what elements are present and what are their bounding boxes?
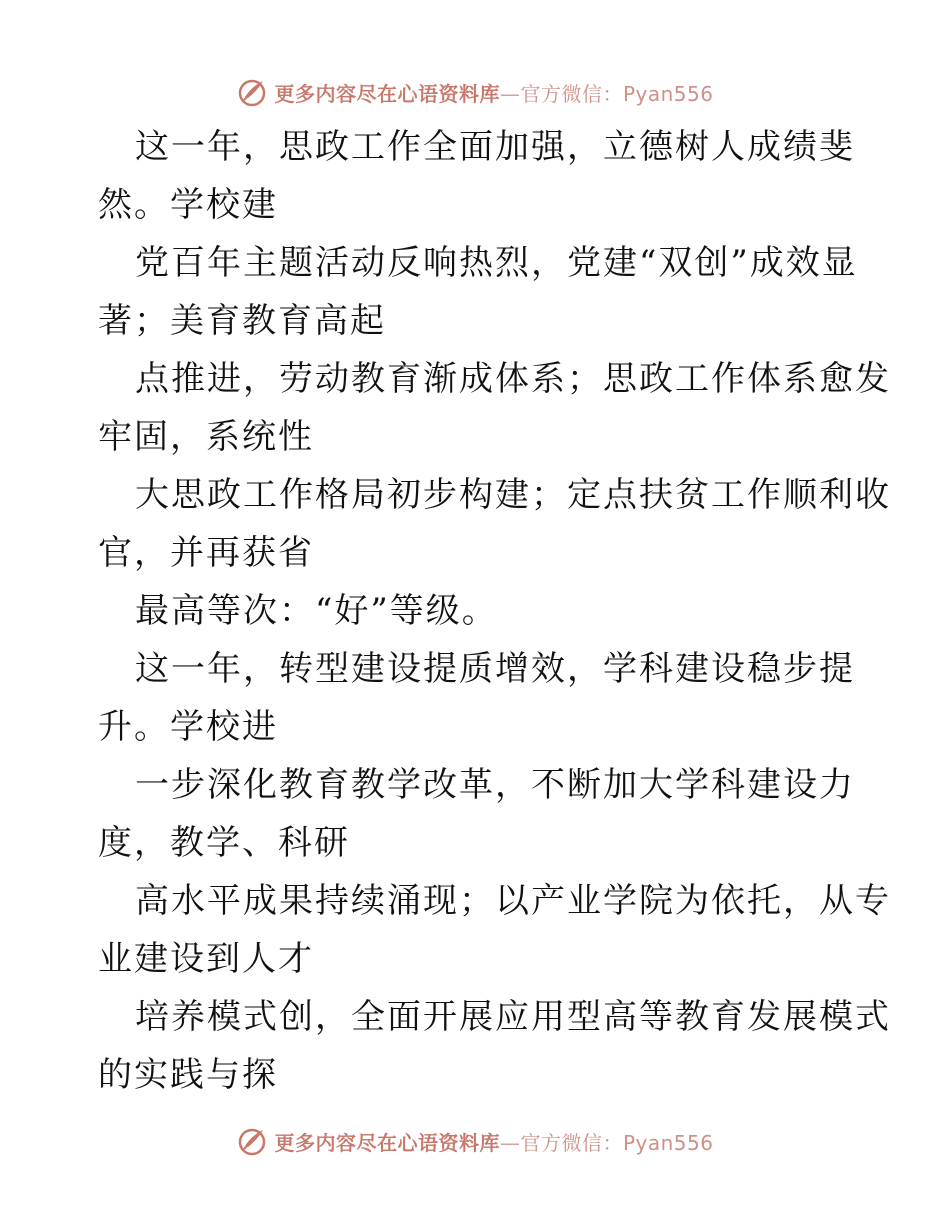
body-line: 这一年，思政工作全面加强，立德树人成绩斐: [135, 127, 855, 167]
watermark-text: [274, 1127, 713, 1156]
watermark-separator: —: [499, 1130, 521, 1155]
watermark-header: [0, 72, 950, 112]
watermark-text: [274, 78, 713, 107]
quill-logo-icon: [236, 1125, 268, 1157]
watermark-header-inner: [236, 76, 713, 108]
watermark-separator: —: [499, 81, 521, 106]
body-line: 最高等次：“好”等级。: [135, 591, 498, 631]
body-line: 度，教学、科研: [98, 823, 350, 863]
watermark-brand: 更多内容尽在心语资料库: [274, 1130, 500, 1155]
body-line: 著；美育教育高起: [98, 301, 386, 341]
watermark-brand: 更多内容尽在心语资料库: [274, 81, 500, 106]
body-line: 一步深化教育教学改革，不断加大学科建设力: [135, 765, 855, 805]
body-line: 这一年，转型建设提质增效，学科建设稳步提: [135, 649, 855, 689]
quill-logo-icon: [236, 76, 268, 108]
watermark-footer: [0, 1121, 950, 1161]
body-line: 牢固，系统性: [98, 417, 314, 457]
body-line: 党百年主题活动反响热烈，党建“双创”成效显: [135, 243, 858, 283]
body-line: 官，并再获省: [98, 533, 314, 573]
watermark-footer-inner: [236, 1125, 713, 1157]
body-line: 升。学校进: [98, 707, 278, 747]
body-line: 业建设到人才: [98, 939, 314, 979]
body-line: 培养模式创，全面开展应用型高等教育发展模式: [135, 997, 891, 1037]
body-line: 的实践与探: [98, 1055, 278, 1095]
document-body: [98, 118, 891, 1104]
watermark-contact: 官方微信：Pyan556: [520, 81, 714, 106]
body-line: 大思政工作格局初步构建；定点扶贫工作顺利收: [135, 475, 891, 515]
body-line: 然。学校建: [98, 185, 278, 225]
watermark-contact: 官方微信：Pyan556: [520, 1130, 714, 1155]
body-line: 高水平成果持续涌现；以产业学院为依托，从专: [135, 881, 891, 921]
body-line: 点推进，劳动教育渐成体系；思政工作体系愈发: [135, 359, 891, 399]
